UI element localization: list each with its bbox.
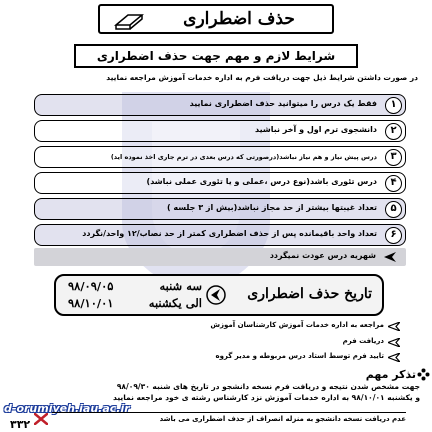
step-item: [100, 352, 400, 364]
rule-item: [34, 198, 406, 220]
rule-item: [34, 224, 406, 246]
eraser-icon: [114, 11, 144, 31]
rule-number: ۱: [385, 97, 402, 114]
deadline-line: [68, 278, 202, 295]
rule-item: [34, 120, 406, 142]
rule-number: ۵: [385, 201, 402, 218]
site-watermark: d-orumiyeh.iau.ac.ir: [4, 402, 130, 415]
rule-number: ۲: [385, 123, 402, 140]
flower-icon: [417, 368, 430, 381]
deadline-box: [54, 274, 384, 316]
warning-text: عدم دریافت نسخه دانشجو به منزله انصراف از حذف اضطراری می باشد: [52, 412, 406, 425]
deadline-day: سه شنبه: [159, 279, 202, 293]
title-box: [98, 4, 334, 34]
rule-text: درس پیش نیاز و هم نیاز نباشد(درصورتی که درس بعدی در ترم جاری اخذ نموده اید): [110, 152, 377, 161]
arrow-bullet-icon: [388, 353, 400, 362]
rule-number: ۳: [385, 149, 402, 166]
page-title: حذف اضطراری: [183, 9, 295, 29]
rule-item: [34, 94, 406, 116]
x-mark-icon: [34, 413, 48, 425]
step-item: [100, 321, 400, 333]
page-number: ۳۳۲: [10, 418, 31, 431]
reminder-line: جهت مشخص شدن نتیجه و دریافت فرم نسخه دانشجو در تاریخ های شنبه ۹۸/۰۹/۳۰: [116, 382, 420, 391]
rule-text: دانشجوی ترم اول و آخر نباشید: [254, 125, 377, 134]
arrow-bullet-icon: [388, 322, 400, 331]
step-item: [100, 337, 400, 349]
rule-number: ۶: [385, 227, 402, 244]
fee-note: [34, 248, 406, 266]
rule-item: [34, 146, 406, 168]
arrow-bullet-icon: [384, 252, 396, 262]
arrow-bullet-icon: [388, 338, 400, 347]
deadline-line: [68, 295, 202, 312]
step-text: تایید فرم توسط استاد درس مربوطه و مدیر گروه: [215, 352, 384, 360]
deadline-dates: [68, 278, 202, 312]
steps-list: [100, 321, 400, 368]
deadline-day: الی یکشنبه: [148, 296, 202, 310]
rule-item: [34, 172, 406, 194]
rule-text: تعداد واحد باقیمانده پس از حذف اضطراری کمتر از حد نصاب/۱۲ واحد/نگردد: [82, 229, 377, 238]
rule-text: درس تئوری باشد(نوع درس ،عملی و یا تئوری عملی نباشد): [146, 177, 377, 186]
deadline-date: ۹۸/۱۰/۰۱: [68, 296, 114, 310]
fee-note-text: شهریه درس عودت نمیگردد: [269, 251, 376, 260]
arrow-left-icon: [206, 285, 226, 305]
step-text: دریافت فرم: [342, 336, 384, 345]
step-text: مراجعه به اداره خدمات آموزش کارشناسان آموزش: [210, 321, 384, 329]
deadline-label: تاریخ حذف اضطراری: [247, 286, 372, 302]
reminder-line: و یکشنبه ۹۸/۱۰/۰۱ به اداره خدمات آموزش نزد کارشناس رشته ی خود مراجعه نمایید: [113, 393, 420, 402]
rule-number: ۴: [385, 175, 402, 192]
deadline-date: ۹۸/۰۹/۰۵: [68, 279, 114, 293]
reminder-title: تذکر مهم: [365, 368, 416, 381]
intro-text: در صورت داشتن شرایط ذیل جهت دریافت فرم به اداره خدمات آموزش مراجعه نمایید: [106, 73, 418, 82]
rule-text: تعداد غیبتها بیشتر از حد مجاز نباشد(بیش از ۳ جلسه ): [166, 203, 377, 212]
conditions-heading: شرایط لازم و مهم جهت حذف اضطراری: [74, 44, 358, 68]
rules-list: [34, 94, 406, 250]
rule-text: فقط یک درس را میتوانید حذف اضطراری نمایید: [189, 99, 377, 108]
